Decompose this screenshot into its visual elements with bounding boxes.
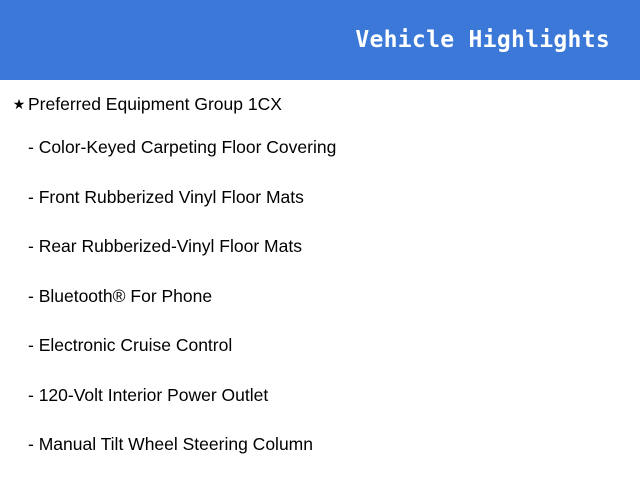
equipment-group-label: Preferred Equipment Group 1CX [28, 94, 282, 114]
star-icon: ★ [12, 96, 26, 112]
page-header [0, 0, 640, 80]
feature-list [0, 123, 640, 470]
list-item: - Bluetooth® For Phone [28, 285, 213, 306]
list-item: - Electronic Cruise Control [28, 335, 233, 355]
highlights-content [0, 80, 640, 480]
list-item: - Manual Tilt Wheel Steering Column [28, 434, 313, 454]
list-item: - Color-Keyed Carpeting Floor Covering [28, 137, 337, 157]
equipment-group-row [0, 94, 640, 115]
list-item: - Rear Rubberized-Vinyl Floor Mats [28, 236, 302, 256]
list-item: - 120-Volt Interior Power Outlet [28, 384, 269, 405]
list-item: - Front Rubberized Vinyl Floor Mats [28, 186, 304, 207]
page-title: Vehicle Highlights [355, 27, 610, 53]
